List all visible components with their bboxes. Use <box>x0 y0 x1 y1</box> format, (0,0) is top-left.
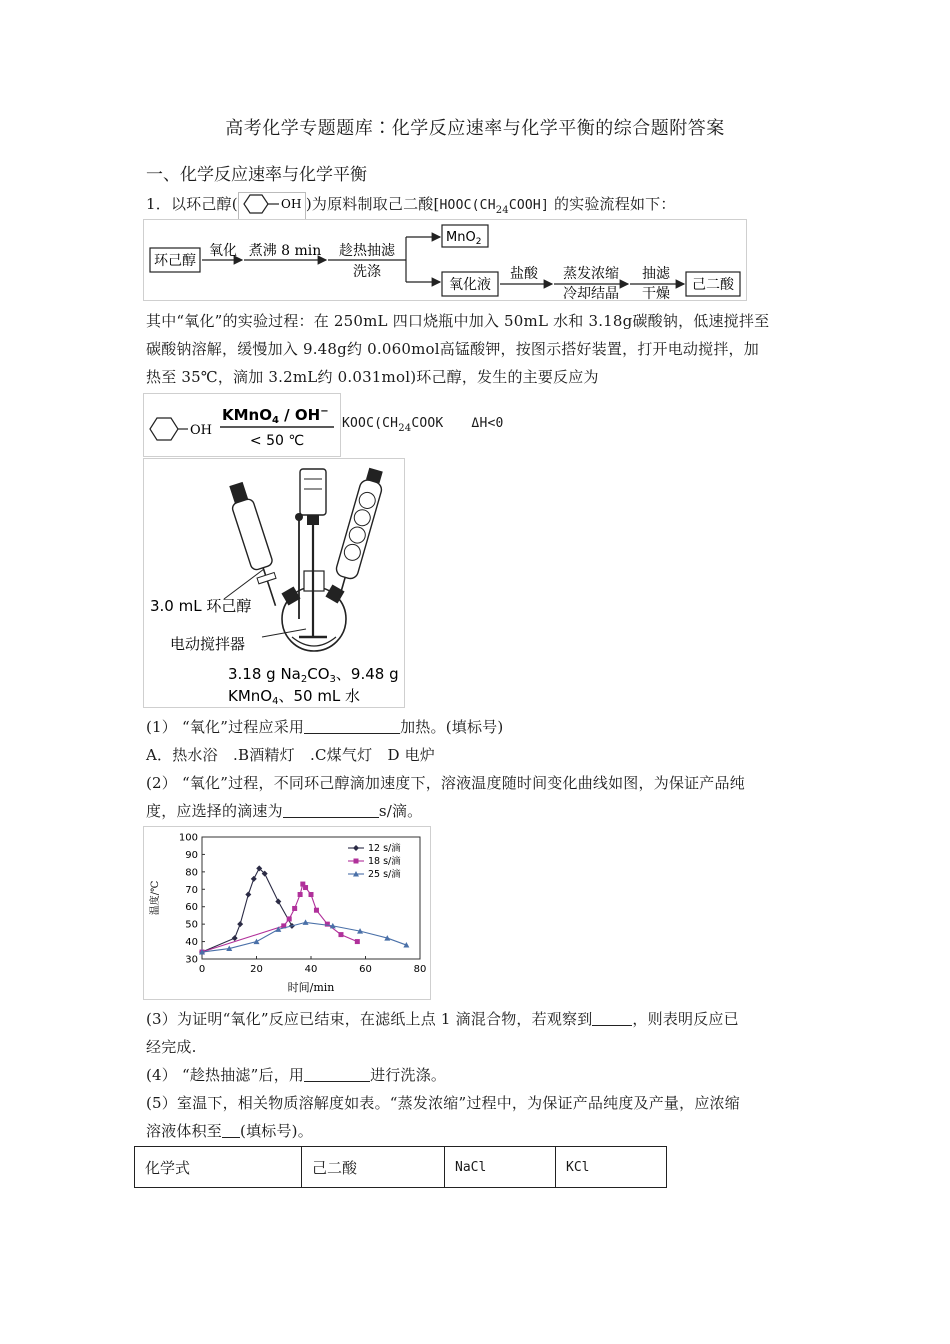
para-line: 其中“氧化”的实验过程：在 250mL 四口烧瓶中加入 50mL 水和 3.18g碳酸钠，低速搅拌至 <box>146 312 770 330</box>
flow-step-crystallize: 冷却结晶 <box>563 286 619 300</box>
y-axis-label: 温度/℃ <box>150 880 161 916</box>
x-tick-label: 80 <box>413 964 427 975</box>
legend-label: 12 s/滴 <box>368 843 401 854</box>
flow-end-label: 己二酸 <box>692 277 734 293</box>
answer-blank[interactable] <box>592 1011 632 1026</box>
reaction-equation <box>143 393 341 457</box>
page-title: 高考化学专题题库∶化学反应速率与化学平衡的综合题附答案 <box>225 118 725 139</box>
flow-step-filter: 趁热抽滤 <box>339 243 395 259</box>
reagent-label: KMnO$_4$ / OH− <box>222 406 329 426</box>
data-point <box>303 885 308 890</box>
label-kmno4-water: KMnO$_4$、50 mL 水 <box>228 687 361 707</box>
temperature-chart-svg <box>144 827 430 999</box>
cyclohexane-ring <box>150 418 178 440</box>
subquestion-2-line2: 度，应选择的滴速为 s/滴。 <box>146 802 423 820</box>
data-point <box>314 908 319 913</box>
flow-step-wash: 洗涤 <box>353 264 381 280</box>
subquestion-1: (1） “氧化”过程应采用 加热。(填标号) <box>146 718 504 736</box>
flow-step-oxidation: 氧化 <box>209 243 237 259</box>
x-tick-label: 20 <box>250 964 263 975</box>
y-tick-label: 60 <box>185 902 198 914</box>
label-cyclohexanol: 3.0 mL 环己醇 <box>150 597 252 615</box>
label-stirrer: 电动搅拌器 <box>170 635 246 653</box>
data-point <box>237 921 243 927</box>
enthalpy-label: ΔH<0 <box>471 416 504 431</box>
dropping-funnel <box>225 481 285 610</box>
apparatus-diagram <box>143 458 405 708</box>
data-point <box>254 939 260 945</box>
data-point <box>275 898 281 904</box>
solubility-table <box>134 1146 667 1188</box>
y-tick-label: 100 <box>178 832 198 844</box>
data-point <box>287 916 292 921</box>
flow-mno2-label: MnO$_2$ <box>446 230 482 247</box>
y-tick-label: 40 <box>185 937 198 949</box>
reaction-product: $KOOC(CH_{24}COOK$ ΔH<0 <box>342 416 504 434</box>
question-number: 1． <box>146 195 171 213</box>
table-header-cell: 己二酸 <box>302 1147 445 1188</box>
y-tick-label: 50 <box>185 919 198 931</box>
flow-step-dry: 干燥 <box>642 286 670 300</box>
table-header-cell: KCl <box>556 1147 667 1188</box>
subquestion-2: (2） “氧化”过程，不同环己醇滴加速度下，溶液温度随时间变化曲线如图，为保证产品纯 <box>146 774 745 792</box>
y-tick-label: 90 <box>185 849 198 861</box>
data-point <box>353 845 359 851</box>
legend-label: 18 s/滴 <box>368 856 401 867</box>
section-heading: 一、化学反应速率与化学平衡 <box>146 165 367 185</box>
x-tick-label: 40 <box>304 964 318 975</box>
answer-blank[interactable] <box>304 1067 370 1082</box>
para-line: 热至 35℃，滴加 3.2mL约 0.031mol)环己醇，发生的主要反应为 <box>146 368 599 386</box>
data-point <box>309 892 314 897</box>
reflux-condenser <box>330 467 387 598</box>
process-flow-diagram <box>143 219 747 301</box>
cyclohexanol-structure-inline <box>238 192 306 220</box>
data-point <box>292 906 297 911</box>
temperature-chart <box>143 826 431 1000</box>
subquestion-3: (3）为证明“氧化”反应已结束，在滤纸上点 1 滴混合物，若观察到 ，则表明反应已 <box>146 1010 739 1028</box>
subquestion-5-line2: 溶液体积至 (填标号)。 <box>146 1122 313 1140</box>
flow-step-hcl: 盐酸 <box>510 266 538 282</box>
subquestion-3-line2: 经完成. <box>146 1038 197 1056</box>
flow-step-boil: 煮沸 8 min <box>248 243 322 259</box>
answer-blank[interactable] <box>222 1123 240 1138</box>
y-tick-label: 80 <box>185 867 198 879</box>
flow-start-label: 环己醇 <box>154 253 196 269</box>
data-point <box>251 876 257 882</box>
data-point <box>245 892 251 898</box>
answer-blank[interactable] <box>304 719 400 734</box>
x-tick-label: 60 <box>359 964 372 975</box>
subquestion-5: (5）室温下，相关物质溶解度如表。“蒸发浓缩”过程中，为保证产品纯度及产量，应浓缩 <box>146 1094 740 1112</box>
x-tick-label: 0 <box>198 964 206 975</box>
series-line <box>202 868 292 952</box>
reaction-condition: < 50 ℃ <box>249 433 305 449</box>
table-row <box>135 1147 667 1188</box>
flow-step-evaporate: 蒸发浓缩 <box>563 266 619 282</box>
oh-label: OH <box>280 197 302 211</box>
reactant-oh-label: OH <box>190 423 212 438</box>
answer-blank[interactable] <box>283 803 379 818</box>
question-intro: 1．以环己醇( OH )为原料制取己二酸[$HOOC(CH_{24}COOH]$ 的实验流程如下： <box>146 192 676 220</box>
flow-step-suction: 抽滤 <box>642 266 670 282</box>
para-line: 碳酸钠溶解，缓慢加入 9.48g约 0.060mol高锰酸钾，按图示搭好装置，打开电动搅拌，加 <box>146 340 759 358</box>
x-axis-label: 时间/min <box>287 981 335 994</box>
subquestion-4: (4） “趁热抽滤”后，用 进行洗涤。 <box>146 1066 447 1084</box>
flow-oxidized-liquid-label: 氧化液 <box>449 277 491 293</box>
subquestion-1-options: A．热水浴 .B酒精灯 .C煤气灯 D 电炉 <box>146 746 436 764</box>
data-point <box>232 935 238 941</box>
y-tick-label: 30 <box>185 954 198 966</box>
legend-label: 25 s/滴 <box>368 869 401 880</box>
label-reagents: 3.18 g $Na_2CO_3$、9.48 g <box>228 665 399 685</box>
y-tick-label: 70 <box>185 884 198 896</box>
data-point <box>355 939 360 944</box>
data-point <box>338 932 343 937</box>
data-point <box>354 859 359 864</box>
data-point <box>298 892 303 897</box>
table-header-cell: 化学式 <box>135 1147 302 1188</box>
table-header-cell: NaCl <box>445 1147 556 1188</box>
electric-stirrer <box>300 469 326 515</box>
